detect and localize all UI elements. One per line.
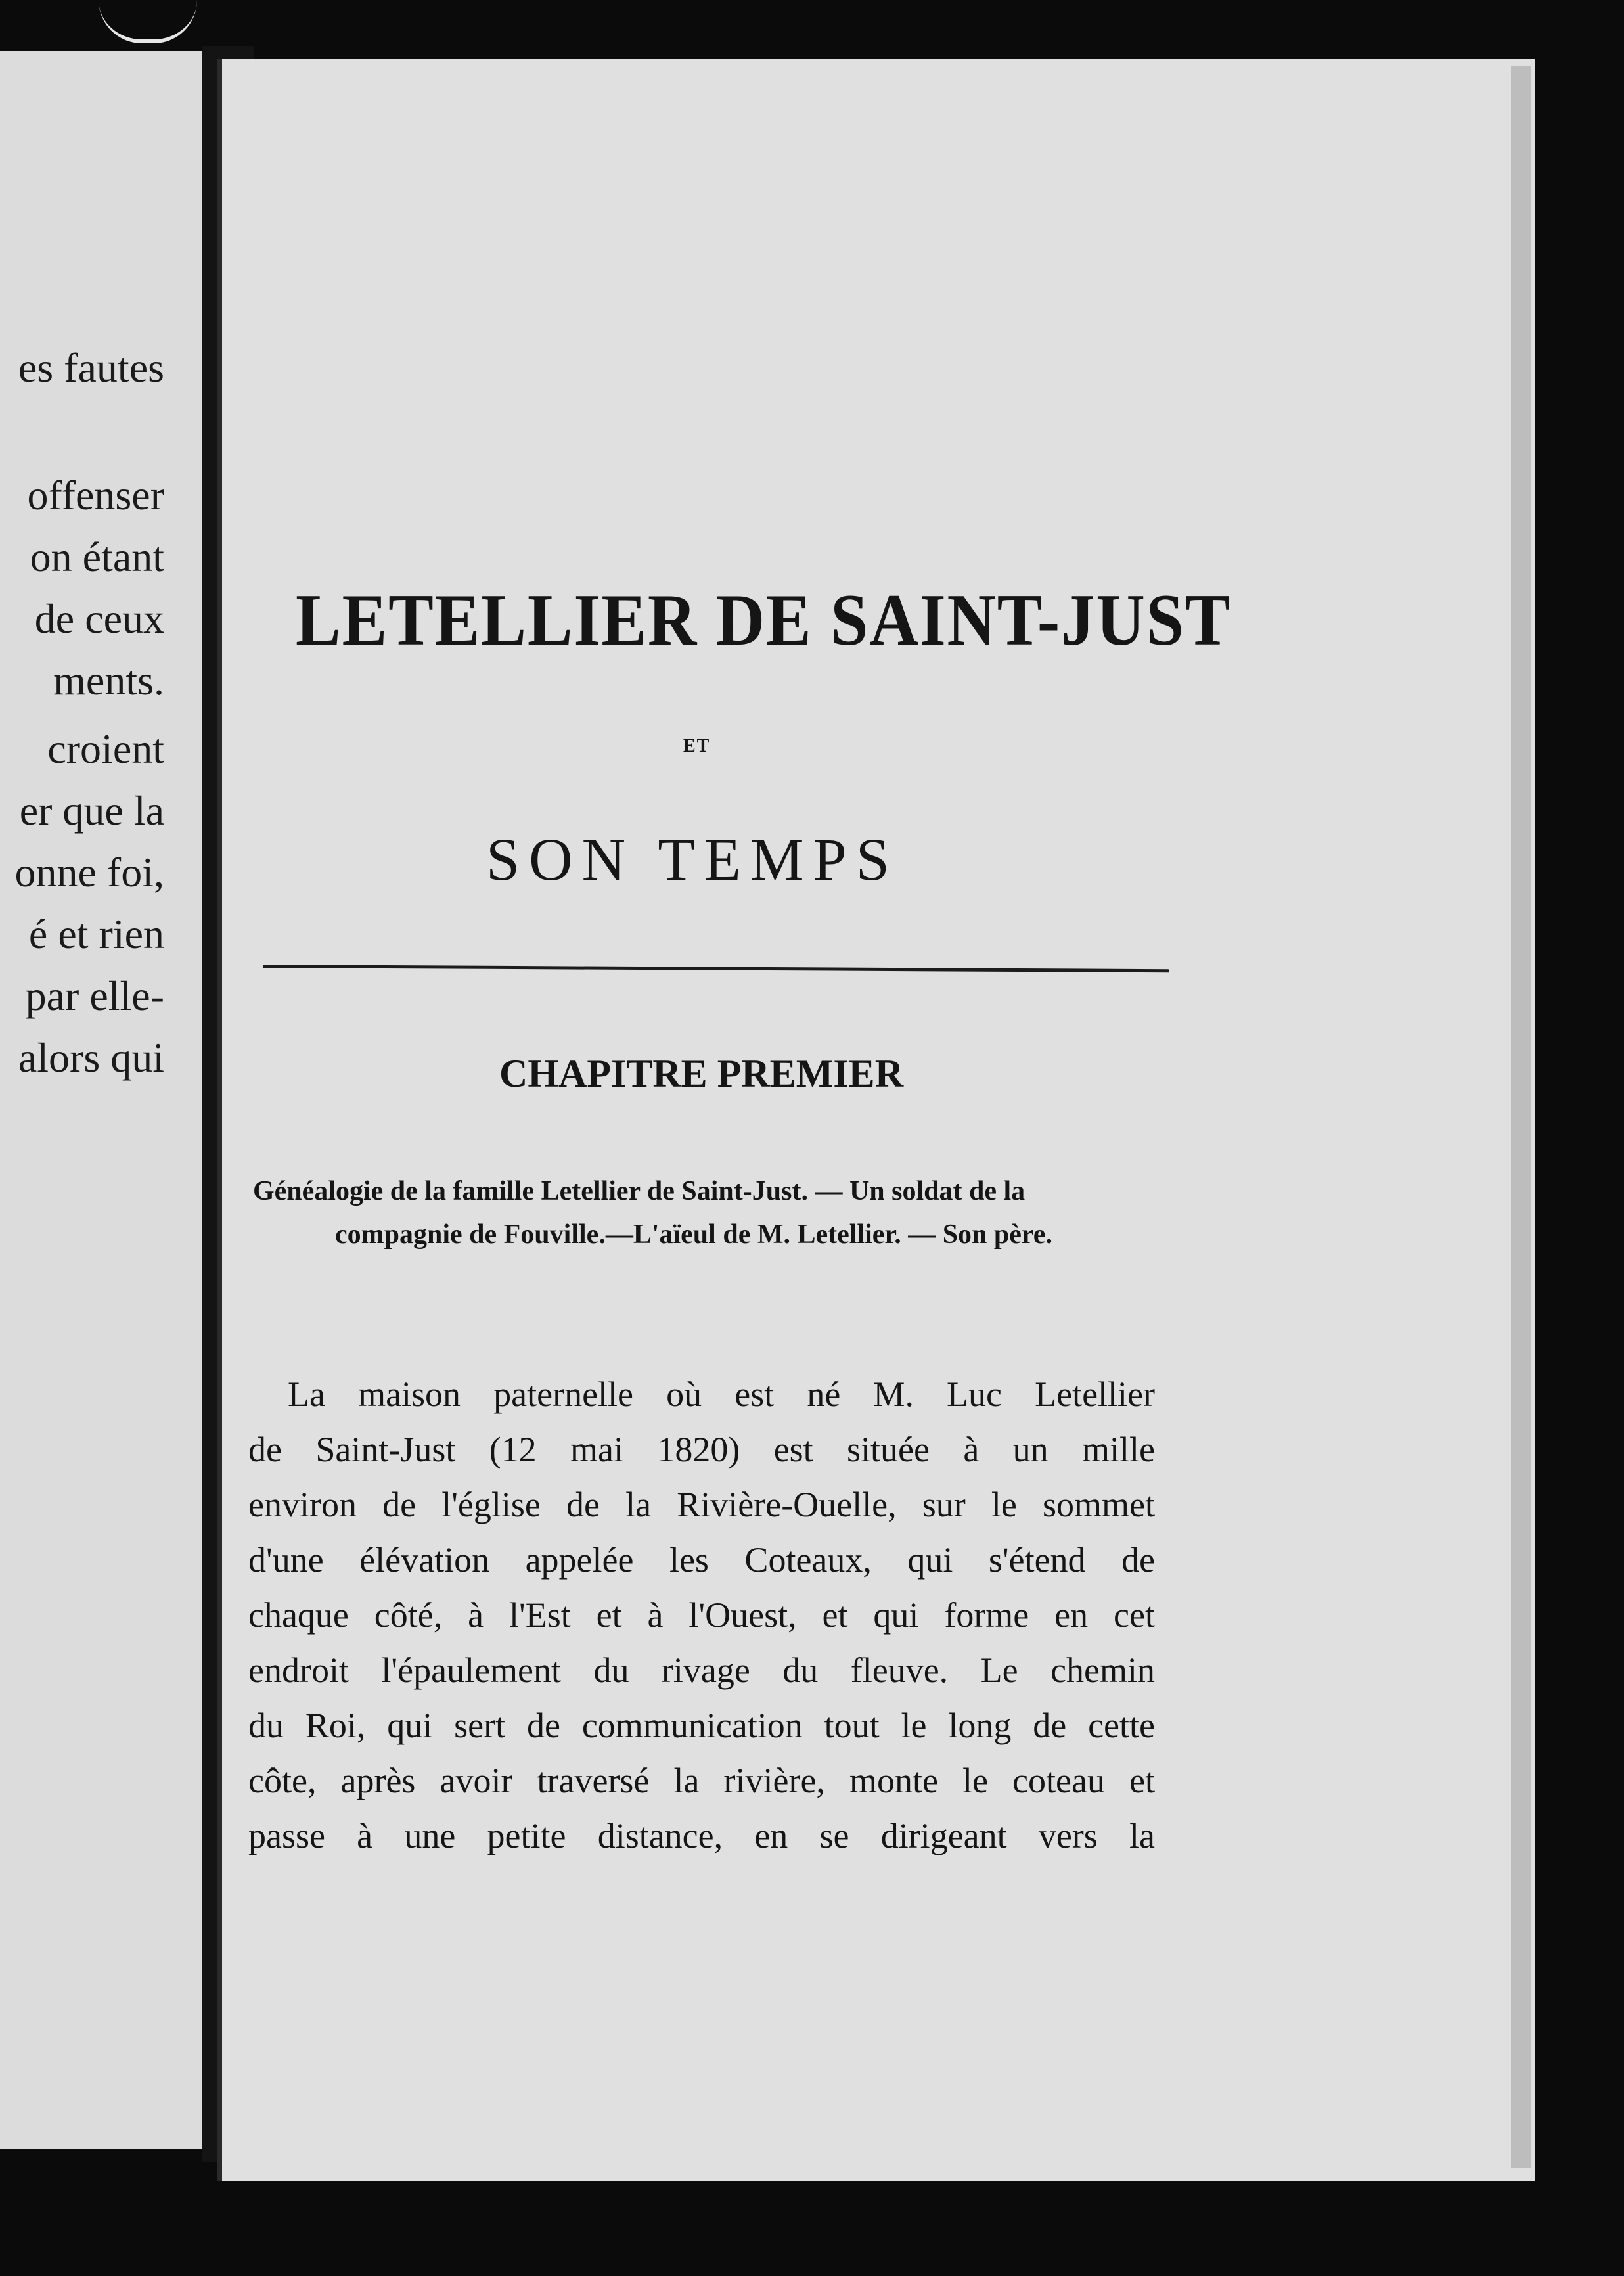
left-page-line: de ceux — [34, 595, 164, 642]
left-page-line: on étant — [30, 534, 164, 580]
top-scan-mark — [99, 0, 197, 43]
book-title: LETELLIER DE SAINT-JUST — [296, 580, 1232, 661]
summary-line: compagnie de Fouville.—L'aïeul de M. Letellier. — Son père. — [335, 1219, 1052, 1250]
left-page-line: er que la — [19, 787, 164, 834]
chapter-heading: CHAPITRE PREMIER — [499, 1052, 904, 1095]
body-line: endroit l'épaulement du rivage du fleuve. Le chemin — [248, 1650, 1155, 1690]
summary-line: Généalogie de la famille Letellier de Saint-Just. — Un soldat de la — [253, 1176, 1026, 1206]
body-line: passe à une petite distance, en se dirigeant vers la — [248, 1816, 1155, 1855]
left-page-line: ments. — [53, 657, 164, 704]
left-page-line: offenser — [27, 472, 164, 518]
left-page-line: es fautes — [18, 344, 164, 391]
left-page-line: alors qui — [18, 1034, 164, 1081]
body-line: du Roi, qui sert de communication tout le long de cette — [248, 1706, 1155, 1745]
book-subtitle: SON TEMPS — [486, 826, 899, 893]
body-paragraph — [248, 1367, 1155, 1863]
left-page-line: croient — [47, 725, 164, 772]
body-line: La maison paternelle où est né M. Luc Letellier — [288, 1375, 1155, 1414]
left-page-line: onne foi, — [14, 849, 164, 896]
body-line: d'une élévation appelée les Coteaux, qui s'étend de — [248, 1540, 1155, 1580]
body-line: côte, après avoir traversé la rivière, monte le coteau et — [248, 1761, 1155, 1800]
previous-page-fragment — [0, 51, 202, 2149]
left-page-line: par elle- — [25, 972, 164, 1019]
body-line: de Saint-Just (12 mai 1820) est située à un mille — [248, 1430, 1155, 1469]
title-conjunction: ET — [683, 736, 711, 756]
left-page-line: é et rien — [28, 911, 164, 957]
body-line: chaque côté, à l'Est et à l'Ouest, et qui forme en cet — [248, 1595, 1155, 1635]
body-line: environ de l'église de la Rivière-Ouelle, sur le sommet — [248, 1485, 1155, 1524]
page-edge — [1511, 66, 1531, 2168]
chapter-summary — [253, 1170, 1173, 1256]
